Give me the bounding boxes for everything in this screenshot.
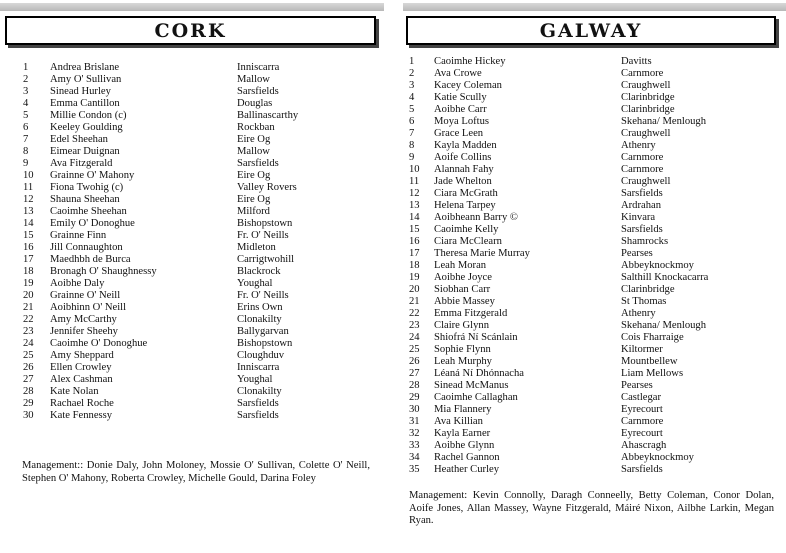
player-name: Emma Cantillon xyxy=(50,98,120,109)
player-row xyxy=(409,188,779,200)
player-name: Caoimhe Hickey xyxy=(434,56,506,67)
player-club: Liam Mellows xyxy=(621,368,684,379)
player-row xyxy=(23,254,363,266)
player-name: Abbie Massey xyxy=(434,296,495,307)
player-row xyxy=(23,302,363,314)
player-number: 35 xyxy=(409,464,420,475)
player-club: Sarsfields xyxy=(621,464,663,475)
player-name: Aoibhe Daly xyxy=(50,278,105,289)
player-club: Athenry xyxy=(621,308,656,319)
player-number: 32 xyxy=(409,428,420,439)
player-club: Clarinbridge xyxy=(621,104,675,115)
player-row xyxy=(23,374,363,386)
player-name: Grainne Finn xyxy=(50,230,107,241)
player-row xyxy=(409,296,779,308)
player-club: Ardrahan xyxy=(621,200,662,211)
player-number: 15 xyxy=(409,224,420,235)
player-number: 7 xyxy=(23,134,29,145)
player-row xyxy=(409,320,779,332)
player-number: 12 xyxy=(23,194,34,205)
player-number: 1 xyxy=(23,62,29,73)
player-club: Fr. O' Neills xyxy=(237,230,289,241)
player-row xyxy=(409,272,779,284)
cork-top-rule xyxy=(0,3,384,11)
player-club: Sarsfields xyxy=(621,188,663,199)
player-row xyxy=(409,440,779,452)
player-number: 23 xyxy=(23,326,34,337)
player-club: Carrigtwohill xyxy=(237,254,295,265)
player-club: Clonakilty xyxy=(237,314,282,325)
player-name: Kate Fennessy xyxy=(50,410,113,421)
player-club: Rockban xyxy=(237,122,275,133)
player-name: Caoimhe O' Donoghue xyxy=(50,338,148,349)
player-name: Bronagh O' Shaughnessy xyxy=(50,266,157,277)
player-number: 19 xyxy=(23,278,34,289)
player-name: Leah Moran xyxy=(434,260,487,271)
player-row xyxy=(23,110,363,122)
player-club: Athenry xyxy=(621,140,656,151)
player-club: Kiltormer xyxy=(621,344,663,355)
player-name: Jennifer Sheehy xyxy=(50,326,118,337)
player-row xyxy=(23,98,363,110)
player-row xyxy=(23,410,363,422)
player-club: Abbeyknockmoy xyxy=(621,260,694,271)
player-number: 4 xyxy=(409,92,415,103)
player-club: Ahascragh xyxy=(621,440,667,451)
player-row xyxy=(23,230,363,242)
player-name: Maedhbh de Burca xyxy=(50,254,131,265)
player-name: Grace Leen xyxy=(434,128,484,139)
player-club: Pearses xyxy=(621,380,653,391)
player-club: Eire Og xyxy=(237,170,271,181)
player-club: Eire Og xyxy=(237,134,271,145)
player-row xyxy=(23,134,363,146)
player-row xyxy=(409,248,779,260)
player-number: 7 xyxy=(409,128,415,139)
player-number: 13 xyxy=(409,200,420,211)
player-name: Jade Whelton xyxy=(434,176,492,187)
player-club: Craughwell xyxy=(621,128,671,139)
player-row xyxy=(23,350,363,362)
player-club: Clonakilty xyxy=(237,386,282,397)
galway-title: GALWAY xyxy=(539,19,643,42)
player-row xyxy=(23,242,363,254)
player-number: 20 xyxy=(23,290,34,301)
player-club: Bishopstown xyxy=(237,338,293,349)
player-club: Inniscarra xyxy=(237,362,280,373)
player-row xyxy=(409,284,779,296)
player-number: 33 xyxy=(409,440,420,451)
player-number: 10 xyxy=(409,164,420,175)
player-row xyxy=(23,146,363,158)
player-name: Léaná Ní Dhónnacha xyxy=(434,368,525,379)
player-row xyxy=(409,224,779,236)
player-name: Rachael Roche xyxy=(50,398,114,409)
player-name: Alannah Fahy xyxy=(434,164,494,175)
player-row xyxy=(23,182,363,194)
player-name: Moya Loftus xyxy=(434,116,490,127)
player-name: Rachel Gannon xyxy=(434,452,500,463)
player-row xyxy=(409,464,779,476)
player-number: 9 xyxy=(409,152,415,163)
player-name: Ava Fitzgerald xyxy=(50,158,113,169)
player-club: Eire Og xyxy=(237,194,271,205)
player-row xyxy=(23,266,363,278)
player-club: Carnmore xyxy=(621,68,664,79)
player-club: Clarinbridge xyxy=(621,92,675,103)
player-row xyxy=(23,314,363,326)
player-name: Kacey Coleman xyxy=(434,80,502,91)
player-name: Sinead Hurley xyxy=(50,86,111,97)
player-name: Ciara McClearn xyxy=(434,236,502,247)
player-club: Midleton xyxy=(237,242,276,253)
player-name: Ellen Crowley xyxy=(50,362,112,373)
player-club: Milford xyxy=(237,206,270,217)
player-club: Sarsfields xyxy=(237,158,279,169)
player-name: Caoimhe Callaghan xyxy=(434,392,518,403)
player-row xyxy=(409,68,779,80)
player-number: 8 xyxy=(409,140,415,151)
player-number: 12 xyxy=(409,188,420,199)
player-club: Sarsfields xyxy=(237,86,279,97)
player-club: Sarsfields xyxy=(237,410,279,421)
player-number: 13 xyxy=(23,206,34,217)
player-name: Shauna Sheehan xyxy=(50,194,120,205)
player-number: 19 xyxy=(409,272,420,283)
player-name: Amy Sheppard xyxy=(50,350,114,361)
player-number: 30 xyxy=(409,404,420,415)
player-number: 5 xyxy=(409,104,415,115)
cork-header xyxy=(5,16,376,45)
player-club: Castlegar xyxy=(621,392,662,403)
player-name: Keeley Goulding xyxy=(50,122,123,133)
player-number: 24 xyxy=(409,332,420,343)
player-club: Carnmore xyxy=(621,152,664,163)
player-row xyxy=(409,236,779,248)
player-club: Bishopstown xyxy=(237,218,293,229)
player-row xyxy=(409,404,779,416)
galway-roster xyxy=(409,56,779,476)
player-club: Abbeyknockmoy xyxy=(621,452,694,463)
player-row xyxy=(23,278,363,290)
player-name: Kayla Madden xyxy=(434,140,497,151)
player-club: Youghal xyxy=(237,374,273,385)
player-club: Pearses xyxy=(621,248,653,259)
player-club: St Thomas xyxy=(621,296,667,307)
player-number: 8 xyxy=(23,146,29,157)
player-club: Craughwell xyxy=(621,176,671,187)
player-number: 34 xyxy=(409,452,420,463)
player-number: 1 xyxy=(409,56,415,67)
player-club: Sarsfields xyxy=(237,398,279,409)
player-club: Carnmore xyxy=(621,164,664,175)
player-number: 6 xyxy=(23,122,29,133)
player-row xyxy=(409,176,779,188)
player-name: Ava Crowe xyxy=(434,68,482,79)
player-club: Youghal xyxy=(237,278,273,289)
player-number: 26 xyxy=(23,362,34,373)
player-row xyxy=(23,170,363,182)
player-number: 17 xyxy=(23,254,34,265)
player-club: Clarinbridge xyxy=(621,284,675,295)
player-number: 18 xyxy=(23,266,34,277)
player-row xyxy=(409,416,779,428)
player-name: Jill Connaughton xyxy=(50,242,123,253)
player-row xyxy=(23,194,363,206)
player-number: 21 xyxy=(409,296,420,307)
player-name: Sinead McManus xyxy=(434,380,509,391)
player-row xyxy=(409,140,779,152)
player-row xyxy=(409,260,779,272)
player-name: Grainne O' Mahony xyxy=(50,170,135,181)
player-number: 29 xyxy=(23,398,34,409)
player-number: 18 xyxy=(409,260,420,271)
player-name: Grainne O' Neill xyxy=(50,290,121,301)
player-number: 14 xyxy=(23,218,34,229)
player-name: Kate Nolan xyxy=(50,386,99,397)
player-name: Millie Condon (c) xyxy=(50,110,127,121)
player-name: Caoimhe Sheehan xyxy=(50,206,127,217)
player-row xyxy=(409,164,779,176)
player-club: Inniscarra xyxy=(237,62,280,73)
player-number: 3 xyxy=(23,86,29,97)
player-row xyxy=(409,128,779,140)
player-number: 3 xyxy=(409,80,415,91)
player-name: Amy O' Sullivan xyxy=(50,74,122,85)
player-row xyxy=(409,332,779,344)
player-name: Theresa Marie Murray xyxy=(434,248,530,259)
player-number: 27 xyxy=(409,368,420,379)
player-row xyxy=(409,392,779,404)
player-name: Eimear Duignan xyxy=(50,146,120,157)
player-name: Aoibheann Barry © xyxy=(434,212,518,223)
player-row xyxy=(409,80,779,92)
player-row xyxy=(409,344,779,356)
player-row xyxy=(23,86,363,98)
player-club: Eyrecourt xyxy=(621,404,663,415)
player-name: Heather Curley xyxy=(434,464,500,475)
player-row xyxy=(23,206,363,218)
player-club: Eyrecourt xyxy=(621,428,663,439)
player-number: 27 xyxy=(23,374,34,385)
player-club: Mountbellew xyxy=(621,356,678,367)
player-number: 30 xyxy=(23,410,34,421)
player-row xyxy=(409,212,779,224)
player-club: Kinvara xyxy=(621,212,656,223)
player-name: Ciara McGrath xyxy=(434,188,498,199)
cork-title: CORK xyxy=(154,19,227,42)
player-club: Mallow xyxy=(237,74,270,85)
player-club: Mallow xyxy=(237,146,270,157)
player-number: 2 xyxy=(409,68,415,79)
player-row xyxy=(409,380,779,392)
player-name: Claire Glynn xyxy=(434,320,490,331)
player-number: 25 xyxy=(23,350,34,361)
player-number: 23 xyxy=(409,320,420,331)
cork-roster xyxy=(23,62,363,422)
player-row xyxy=(409,452,779,464)
player-name: Alex Cashman xyxy=(50,374,113,385)
player-row xyxy=(23,74,363,86)
player-name: Amy McCarthy xyxy=(50,314,117,325)
player-name: Ava Killian xyxy=(434,416,483,427)
player-row xyxy=(23,386,363,398)
player-number: 28 xyxy=(409,380,420,391)
player-name: Andrea Brislane xyxy=(50,62,120,73)
player-number: 17 xyxy=(409,248,420,259)
player-name: Katie Scully xyxy=(434,92,487,103)
player-name: Edel Sheehan xyxy=(50,134,108,145)
player-number: 16 xyxy=(23,242,34,253)
player-club: Ballinascarthy xyxy=(237,110,299,121)
player-row xyxy=(23,326,363,338)
player-number: 15 xyxy=(23,230,34,241)
player-number: 11 xyxy=(409,176,420,187)
player-name: Caoimhe Kelly xyxy=(434,224,499,235)
player-number: 24 xyxy=(23,338,34,349)
player-row xyxy=(409,152,779,164)
player-number: 9 xyxy=(23,158,29,169)
player-club: Valley Rovers xyxy=(237,182,297,193)
player-row xyxy=(409,368,779,380)
player-club: Shamrocks xyxy=(621,236,669,247)
player-club: Davitts xyxy=(621,56,652,67)
player-row xyxy=(23,158,363,170)
player-number: 22 xyxy=(409,308,420,319)
player-row xyxy=(409,92,779,104)
player-name: Siobhan Carr xyxy=(434,284,491,295)
player-number: 22 xyxy=(23,314,34,325)
player-row xyxy=(409,428,779,440)
player-row xyxy=(409,200,779,212)
player-number: 25 xyxy=(409,344,420,355)
player-club: Cloughduv xyxy=(237,350,285,361)
player-row xyxy=(409,104,779,116)
player-name: Fiona Twohig (c) xyxy=(50,182,124,193)
player-club: Skehana/ Menlough xyxy=(621,116,707,127)
player-club: Skehana/ Menlough xyxy=(621,320,707,331)
player-club: Sarsfields xyxy=(621,224,663,235)
player-club: Carnmore xyxy=(621,416,664,427)
player-name: Leah Murphy xyxy=(434,356,492,367)
player-name: Emma Fitzgerald xyxy=(434,308,508,319)
player-club: Douglas xyxy=(237,98,273,109)
player-row xyxy=(23,362,363,374)
player-row xyxy=(23,62,363,74)
player-number: 10 xyxy=(23,170,34,181)
player-row xyxy=(23,398,363,410)
player-club: Salthill Knockacarra xyxy=(621,272,709,283)
player-number: 21 xyxy=(23,302,34,313)
player-row xyxy=(23,338,363,350)
player-number: 6 xyxy=(409,116,415,127)
player-number: 14 xyxy=(409,212,420,223)
player-club: Blackrock xyxy=(237,266,281,277)
player-name: Shiofrá Ní Scánlain xyxy=(434,332,518,343)
player-name: Emily O' Donoghue xyxy=(50,218,135,229)
player-number: 11 xyxy=(23,182,34,193)
player-name: Helena Tarpey xyxy=(434,200,496,211)
galway-top-rule xyxy=(403,3,786,11)
galway-management: Management: Kevin Connolly, Daragh Conneelly, Betty Coleman, Conor Dolan, Aoife Jones, Allan Massey, Wayne Fitzgerald, Máiré Nixon, Ailbhe Larkin, Megan Ryan. xyxy=(409,490,774,526)
player-club: Craughwell xyxy=(621,80,671,91)
player-name: Aoibhe Joyce xyxy=(434,272,492,283)
player-club: Cois Fharraige xyxy=(621,332,684,343)
player-name: Aoibhinn O' Neill xyxy=(50,302,127,313)
player-club: Ballygarvan xyxy=(237,326,289,337)
player-number: 16 xyxy=(409,236,420,247)
player-number: 28 xyxy=(23,386,34,397)
player-row xyxy=(409,56,779,68)
player-row xyxy=(409,308,779,320)
player-name: Aoife Collins xyxy=(434,152,492,163)
player-name: Aoibhe Glynn xyxy=(434,440,495,451)
player-row xyxy=(409,356,779,368)
player-name: Sophie Flynn xyxy=(434,344,491,355)
player-club: Fr. O' Neills xyxy=(237,290,289,301)
player-number: 2 xyxy=(23,74,29,85)
player-name: Mia Flannery xyxy=(434,404,492,415)
player-name: Aoibhe Carr xyxy=(434,104,487,115)
player-number: 29 xyxy=(409,392,420,403)
player-row xyxy=(23,290,363,302)
player-row xyxy=(23,122,363,134)
cork-management: Management:: Donie Daly, John Moloney, Mossie O' Sullivan, Colette O' Neill, Stephen O' Mahony, Roberta Crowley, Michelle Gould, Darina Foley xyxy=(22,460,370,484)
player-row xyxy=(409,116,779,128)
player-name: Kayla Earner xyxy=(434,428,491,439)
player-club: Erins Own xyxy=(237,302,283,313)
player-row xyxy=(23,218,363,230)
galway-header xyxy=(406,16,776,45)
player-number: 31 xyxy=(409,416,420,427)
player-number: 5 xyxy=(23,110,29,121)
player-number: 20 xyxy=(409,284,420,295)
player-number: 4 xyxy=(23,98,29,109)
player-number: 26 xyxy=(409,356,420,367)
